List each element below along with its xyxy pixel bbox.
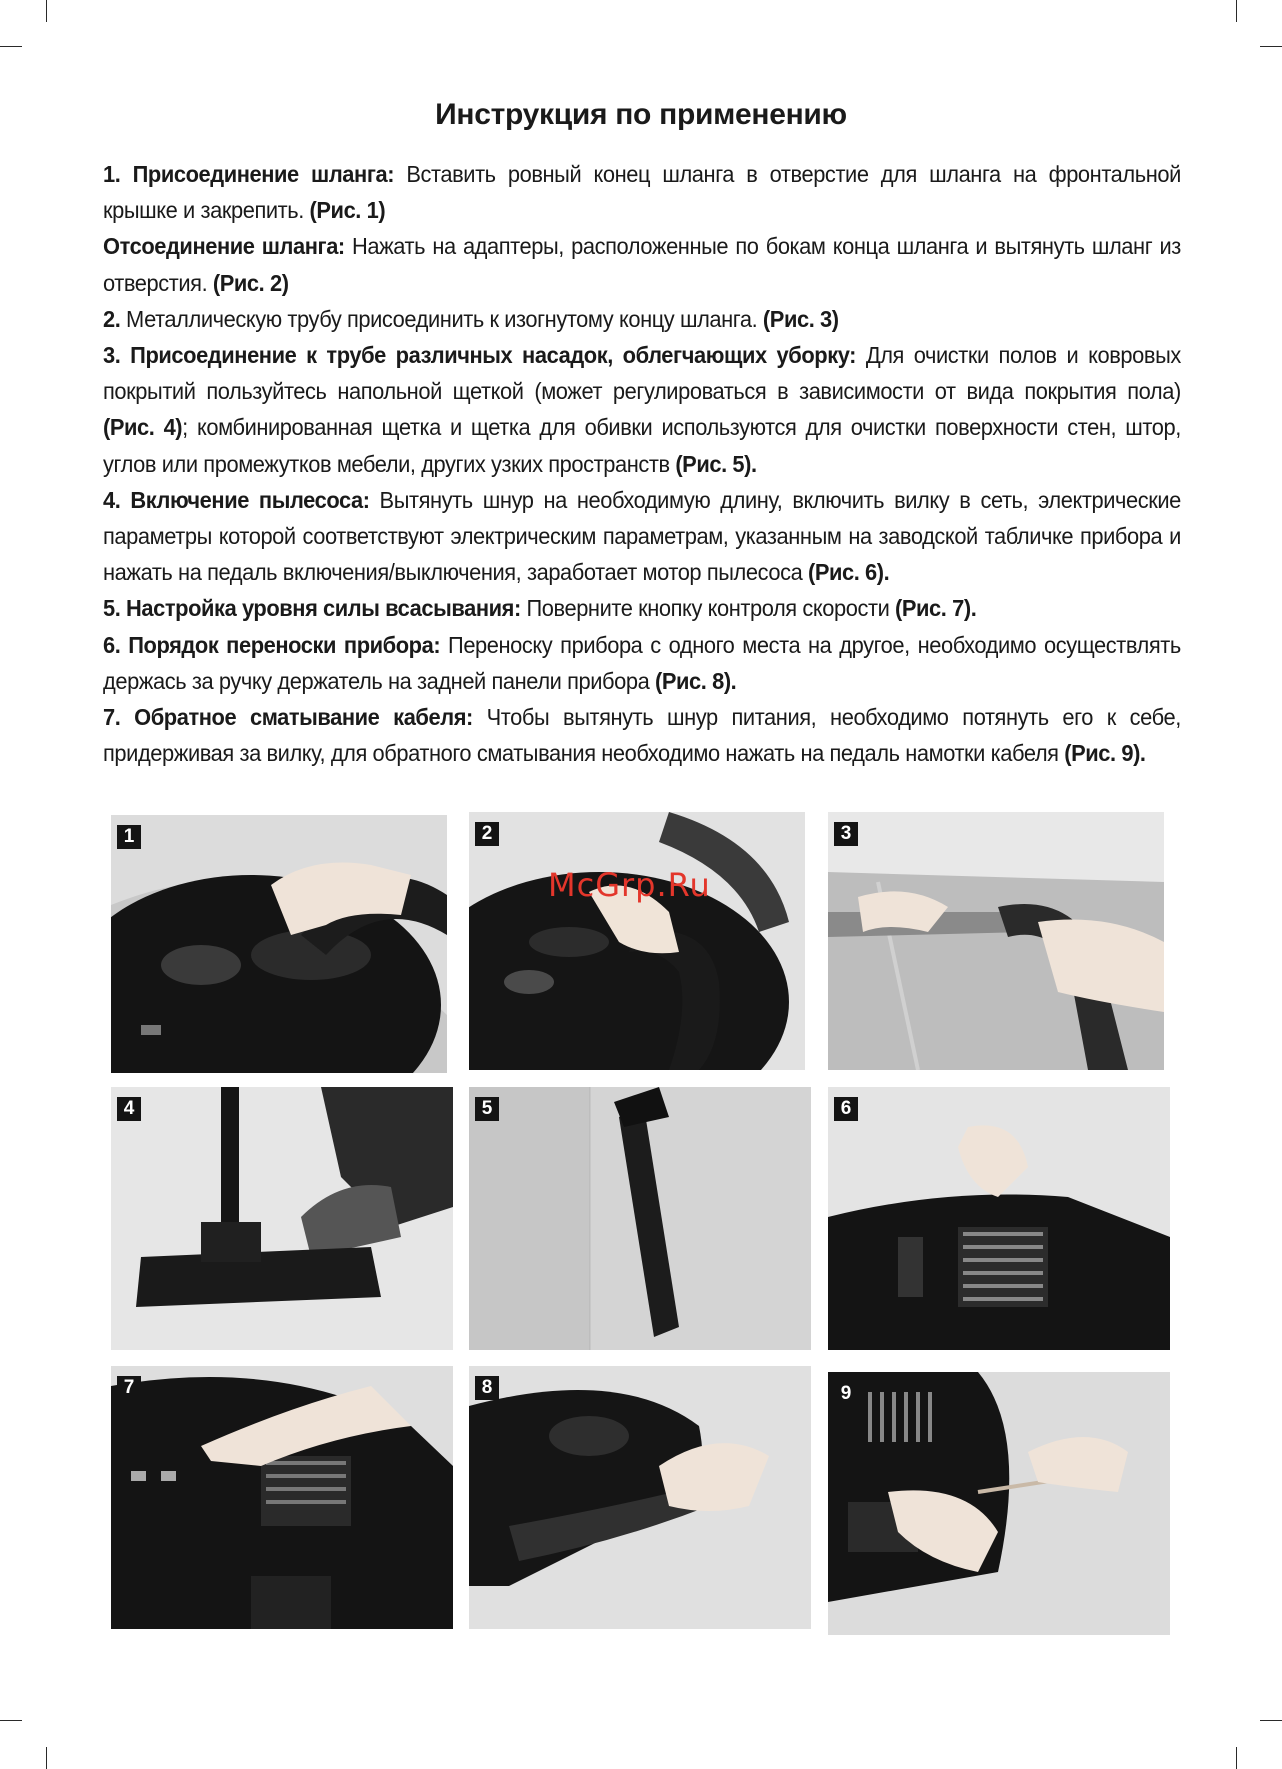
instruction-body: Переноску прибора с одного места на другое, необходимо осуществлять держась за ручку держатель на задней панели прибора [103,631,1181,694]
instruction-body: Поверните кнопку контроля скорости [520,595,896,622]
crop-mark [1260,46,1282,47]
figure-8-photo [469,1366,811,1629]
figure-reference: (Рис. 9). [1064,740,1146,767]
instruction-paragraph [103,590,1181,626]
figure-3-photo [828,812,1164,1070]
instruction-heading: 2. [103,305,121,332]
instruction-body: ; комбинированная щетка и щетка для обивки используются для очистки поверхности стен, штор, углов или промежутков мебели, других узких пространств [103,414,1181,477]
instruction-heading: 5. Настройка уровня силы всасывания: [103,595,521,622]
instruction-paragraph [103,337,1181,482]
figure-5-photo [469,1087,811,1350]
crop-mark [46,0,47,22]
figure-2-label: 2 [475,822,499,846]
instruction-heading: 7. Обратное сматывание кабеля: [103,704,473,731]
figure-reference: (Рис. 3) [762,305,839,332]
crop-mark [1236,0,1237,22]
instruction-paragraph [103,301,1181,337]
figure-7-photo [111,1366,453,1629]
figure-8-label: 8 [475,1376,499,1400]
instruction-heading: 4. Включение пылесоса: [103,486,370,513]
instruction-heading: Отсоединение шланга: [103,233,345,260]
figure-reference: (Рис. 7). [895,595,977,622]
instruction-paragraph [103,482,1181,591]
instruction-paragraph [103,228,1181,300]
instruction-body: Вытянуть шнур на необходимую длину, включить вилку в сеть, электрические параметры которой соответствуют электрическим параметрам, указанным на заводской табличке прибора и нажать на педаль включения/выключения, заработает мотор пылесоса [103,486,1181,586]
figure-6-photo [828,1087,1170,1350]
crop-mark [1236,1747,1237,1769]
figure-9-photo [828,1372,1170,1635]
figure-reference: (Рис. 2) [212,269,289,296]
figure-3-label: 3 [834,822,858,846]
crop-mark [0,1720,22,1721]
instruction-heading: 6. Порядок переноски прибора: [103,631,441,658]
instruction-paragraph [103,627,1181,699]
instruction-body: Вставить ровный конец шланга в отверстие для шланга на фронтальной крышке и закрепить. [103,161,1181,224]
figure-reference: (Рис. 8). [654,667,737,694]
figure-reference: (Рис. 1) [309,197,386,224]
instruction-body: Металлическую трубу присоединить к изогнутому концу шланга. [120,305,763,332]
figure-reference: (Рис. 6). [807,559,890,586]
instruction-body: Для очистки полов и ковровых покрытий пользуйтесь напольной щеткой (может регулироваться в зависимости от вида покрытия пола) [103,342,1181,405]
figure-7-label: 7 [117,1376,141,1400]
instruction-paragraph [103,699,1181,771]
watermark-text: McGrp.Ru [548,866,711,904]
instruction-body: Чтобы вытянуть шнур питания, необходимо потянуть его к себе, придерживая за вилку, для обратного сматывания необходимо нажать на педаль намотки кабеля [103,704,1181,767]
crop-mark [1260,1720,1282,1721]
crop-mark [0,46,22,47]
figure-reference: (Рис. 4) [103,414,183,441]
instruction-paragraph [103,156,1181,228]
figure-4-label: 4 [117,1097,141,1121]
figure-1-label: 1 [117,825,141,849]
figure-5-label: 5 [475,1097,499,1121]
figure-6-label: 6 [834,1097,858,1121]
page-title: Инструкция по применению [435,98,847,131]
figure-reference: (Рис. 5). [675,450,757,477]
instruction-heading: 1. Присоединение шланга: [103,161,395,187]
instruction-body: Нажать на адаптеры, расположенные по бокам конца шланга и вытянуть шланг из отверстия. [103,233,1181,296]
figure-9-label: 9 [834,1382,858,1406]
instruction-heading: 3. Присоединение к трубе различных насадок, облегчающих уборку: [103,342,857,369]
figure-1-photo [111,815,447,1073]
figure-2-photo [469,812,805,1070]
instructions-text [103,156,1181,771]
crop-mark [46,1747,47,1769]
figure-4-photo [111,1087,453,1350]
